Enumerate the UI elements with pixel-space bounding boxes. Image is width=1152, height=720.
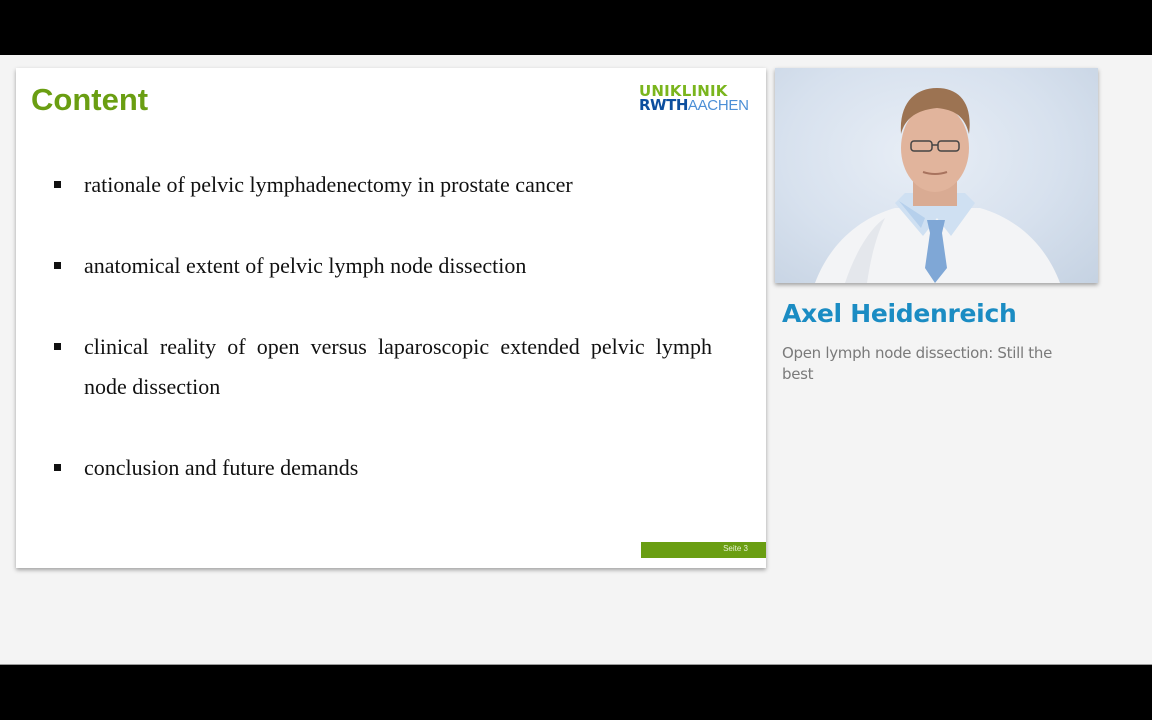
slide-page-number: Seite 3 (723, 544, 748, 553)
bullet-text: clinical reality of open versus laparoscopic extended pelvic lymph node dissection (84, 334, 712, 399)
bottom-letterbox-bar (0, 664, 1152, 720)
bullet-item (52, 448, 712, 488)
square-bullet-icon (54, 181, 61, 188)
uniklinik-rwth-aachen-logo (639, 84, 749, 113)
logo-aachen-text: AACHEN (687, 97, 749, 114)
logo-rwth-text: RWTH (639, 96, 688, 114)
bullet-item (52, 165, 712, 205)
square-bullet-icon (54, 464, 61, 471)
content-bullet-list (52, 165, 712, 529)
bullet-item (52, 327, 712, 407)
talk-title: Open lymph node dissection: Still the best (782, 344, 1053, 383)
bullet-item (52, 246, 712, 286)
square-bullet-icon (54, 343, 61, 350)
slide-footer-bar (641, 542, 766, 558)
logo-uniklinik-text: UNIKLINIK (639, 82, 728, 100)
presentation-slide (16, 68, 766, 568)
video-stage (0, 55, 1152, 664)
bullet-text: rationale of pelvic lymphadenectomy in prostate cancer (84, 172, 573, 197)
logo-rwth-aachen-line (639, 98, 749, 113)
square-bullet-icon (54, 262, 61, 269)
speaker-name: Axel Heidenreich (782, 299, 1017, 328)
speaker-photo (775, 68, 1098, 283)
top-letterbox-bar (0, 0, 1152, 55)
slide-title: Content (31, 82, 149, 117)
bullet-text: anatomical extent of pelvic lymph node dissection (84, 253, 527, 278)
bullet-text: conclusion and future demands (84, 455, 359, 480)
speaker-portrait-illustration (775, 68, 1098, 283)
